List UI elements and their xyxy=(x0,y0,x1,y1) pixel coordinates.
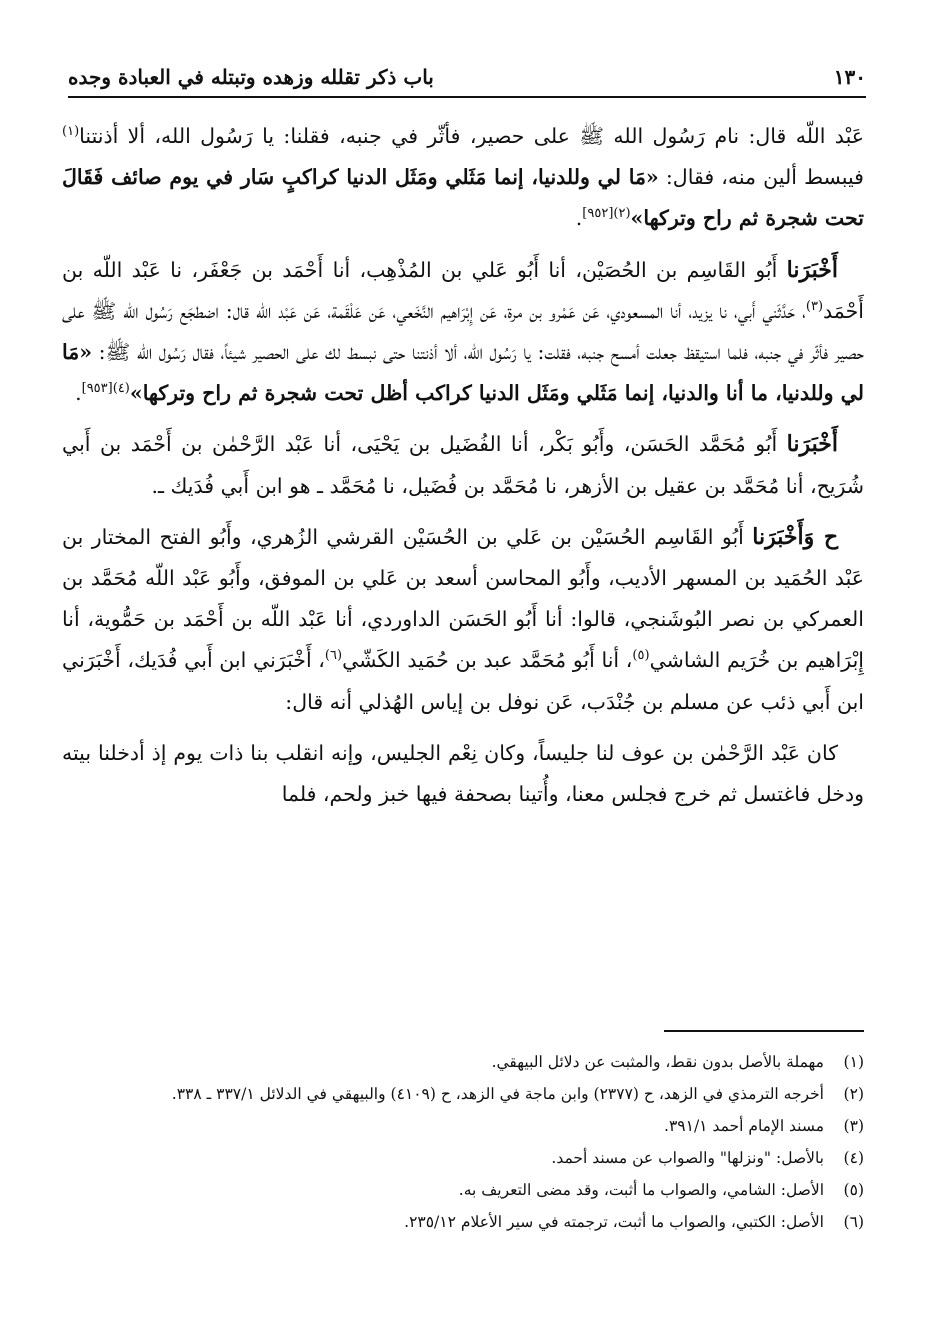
tahwil-marker: ح xyxy=(823,523,839,550)
paragraph-text: . xyxy=(575,206,583,231)
hadith-quote: «مَا لي وللدنيا، ما أنا والدنيا، إنما مَثَلي ومَثَل الدنيا كراكب أظل تحت شجرة ثم راح وتركها» xyxy=(62,340,864,406)
footnotes xyxy=(62,1046,864,1238)
footnote xyxy=(62,1142,864,1174)
paragraph-4 xyxy=(62,517,864,723)
footnote-text: مسند الإمام أحمد ٣٩١/١. xyxy=(664,1117,824,1135)
footnote-text: الأصل: الشامي، والصواب ما أثبت، وقد مضى التعريف به. xyxy=(458,1181,824,1199)
paragraph-text: فيبسط ألين منه، فقال: xyxy=(658,165,864,190)
footnote-ref: (٣) xyxy=(805,298,824,314)
paragraph-text: أَبُو مُحَمَّد الحَسَن، وأَبُو بَكْر، أنا الفُضَيل بن يَحْيَى، أنا عَبْد الرَّحْمٰن بن أَحْمَد بن أَبي شُرَيح، أنا مُحَمَّد بن عقيل بن الأزهر، نا مُحَمَّد بن فُضَيل، نا مُحَمَّد ـ هو ابن أَبي فُدَيك ـ. xyxy=(62,432,864,498)
paragraph-1 xyxy=(62,116,864,240)
paragraph-text: ، أنا أَبُو مُحَمَّد عبد بن حُمَيد الكَشّي xyxy=(342,648,633,673)
paragraph-text: كان عَبْد الرَّحْمٰن بن عوف لنا جليساً، وكان نِعْم الجليس، وإنه انقلب بنا ذات يوم إذ أدخلنا بيته ودخل فاغتسل ثم خرج فجلس معنا، وأُتينا بصحفة فيها خبز ولحم، فلما xyxy=(62,740,864,807)
paragraph-text: ، أَخْبَرَني ابن أَبي فُدَيك، أَخْبَرَني ابن أَبي ذئب عن مسلم بن جُنْدَب، عَن نوفل بن إياس الهُذلي أنه قال: xyxy=(62,648,864,714)
header-divider xyxy=(68,96,866,98)
footnote-text: مهملة بالأصل بدون نقط، والمثبت عن دلائل البيهقي. xyxy=(491,1053,824,1071)
footnote-number: (٤) xyxy=(843,1149,864,1167)
footnote-text: أخرجه الترمذي في الزهد، ح (٢٣٧٧) وابن ماجة في الزهد، ح (٤١٠٩) والبيهقي في الدلائل ٣٣٧/١ ـ ٣٣٨. xyxy=(171,1085,824,1103)
footnote-text: بالأصل: "ونزلها" والصواب عن مسند أحمد. xyxy=(551,1149,824,1167)
footnote xyxy=(62,1206,864,1238)
footnote-ref: (٦) xyxy=(324,648,343,664)
page-number: ١٣٠ xyxy=(833,65,866,89)
narration-keyword: أَخْبَرَنا xyxy=(786,431,838,458)
footnote-text: الأصل: الكتبي، والصواب ما أثبت، ترجمته في سير الأعلام ٢٣٥/١٢. xyxy=(404,1213,824,1231)
narration-keyword: أَخْبَرَنا xyxy=(786,256,838,283)
footnote-ref: (١) xyxy=(62,124,80,140)
footnote xyxy=(62,1110,864,1142)
paragraph-text: ، حَدَّثَني أَبي، نا يزيد، أنا المسعودي، عَن عَمْرو بن مرة، عَن إِبْرَاهيم النَّخَعي، عَن عَلْقَمة، عَن عَبْد اللّه قال: اضطجَع رَسُول الله ﷺ على حصير فأثّر في جنبه، فلما استيقظ جعلت أمسح جنبه، فقلت: يا رَسُول الله، ألا أذنتنا حتى نبسط لك على الحصير شيئاً، فقال رَسُول الله ﷺ: xyxy=(62,298,864,365)
footnote-number: (٣) xyxy=(843,1117,864,1135)
footnote-number: (٥) xyxy=(843,1181,864,1199)
paragraph-5 xyxy=(62,733,864,815)
footnote-ref: (٢)[٩٥٢] xyxy=(582,206,631,222)
main-text xyxy=(62,116,864,825)
footnote xyxy=(62,1174,864,1206)
footnote-ref: (٤)[٩٥٣] xyxy=(81,381,130,397)
paragraph-text: أَبُو القَاسِم بن الحُصَيْن، أنا أَبُو عَلي بن المُذْهِب، أنا أَحْمَد بن جَعْفَر، نا عَبْد اللّه بن أَحْمَد xyxy=(62,257,864,323)
paragraph-text: أَبُو القَاسِم الحُسَيْن بن عَلي بن الحُسَيْن القرشي الزُهري، وأَبُو الفتح المختار بن عَبْد الحُمَيد بن المسهر الأديب، وأَبُو المحاسن أسعد بن عَلي بن الموفق، وأَبُو عَبْد اللّه مُحَمَّد بن العمركي بن نصر البُوشَنجي، قالوا: أنا أَبُو الحَسَن الداوردي، أنا عَبْد اللّه بن أَحْمَد بن حَمُّوية، أنا إِبْرَاهيم بن خُرَيم الشاشي xyxy=(62,524,864,673)
footnote-number: (١) xyxy=(843,1053,864,1071)
footnote xyxy=(62,1046,864,1078)
paragraph-text: عَبْد اللّه قال: نام رَسُول الله ﷺ على حصير، فأثّر في جنبه، فقلنا: يا رَسُول الله، ألا أذنتنا xyxy=(79,124,864,148)
narration-keyword: وَأَخْبَرَنا xyxy=(752,523,824,550)
paragraph-2 xyxy=(62,250,864,415)
running-header xyxy=(68,60,866,94)
hadith-quote: «مَا لي وللدنيا، إنما مَثَلي ومَثَل الدنيا كراكبٍ سَار في يوم صائف فَقَالَ تحت شجرة ثم راح وتركها» xyxy=(62,165,864,231)
chapter-title: باب ذكر تقلله وزهده وتبتله في العبادة وجده xyxy=(68,65,434,89)
footnote-number: (٦) xyxy=(843,1213,864,1231)
footnote-number: (٢) xyxy=(843,1085,864,1103)
footnote-divider xyxy=(664,1030,864,1032)
footnote-ref: (٥) xyxy=(632,648,650,664)
paragraph-text: . xyxy=(75,381,82,406)
footnote xyxy=(62,1078,864,1110)
paragraph-3 xyxy=(62,424,864,506)
